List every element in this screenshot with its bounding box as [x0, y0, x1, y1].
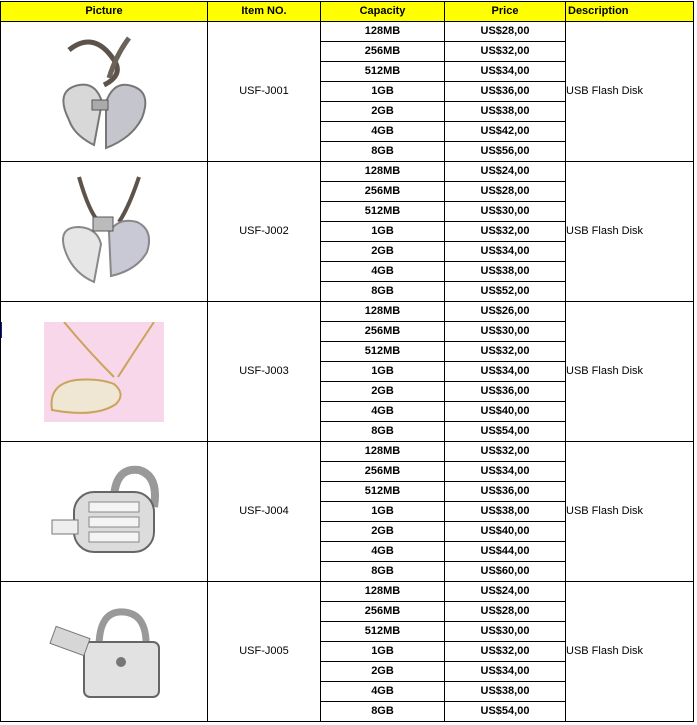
- item-number-cell[interactable]: USF-J005: [208, 582, 321, 722]
- capacity-cell[interactable]: 2GB: [321, 662, 445, 682]
- product-picture-cell[interactable]: [1, 442, 208, 582]
- capacity-cell[interactable]: 256MB: [321, 182, 445, 202]
- header-item-no[interactable]: Item NO.: [208, 2, 321, 22]
- product-picture-cell[interactable]: [1, 582, 208, 722]
- description-cell[interactable]: USB Flash Disk: [566, 302, 694, 442]
- capacity-cell[interactable]: 4GB: [321, 402, 445, 422]
- header-row: [1, 2, 694, 22]
- price-cell[interactable]: US$30,00: [445, 322, 566, 342]
- capacity-cell[interactable]: 4GB: [321, 122, 445, 142]
- table-row: [1, 582, 694, 602]
- price-cell[interactable]: US$38,00: [445, 502, 566, 522]
- price-cell[interactable]: US$32,00: [445, 342, 566, 362]
- heart-necklace-image: [44, 322, 164, 422]
- header-price[interactable]: Price: [445, 2, 566, 22]
- price-cell[interactable]: US$54,00: [445, 702, 566, 722]
- item-number-cell[interactable]: USF-J001: [208, 22, 321, 162]
- lock-usb-image: [44, 602, 164, 702]
- capacity-cell[interactable]: 128MB: [321, 162, 445, 182]
- capacity-cell[interactable]: 512MB: [321, 62, 445, 82]
- price-cell[interactable]: US$54,00: [445, 422, 566, 442]
- capacity-cell[interactable]: 1GB: [321, 222, 445, 242]
- capacity-cell[interactable]: 1GB: [321, 82, 445, 102]
- price-cell[interactable]: US$38,00: [445, 102, 566, 122]
- product-picture-cell[interactable]: [1, 302, 208, 442]
- item-number-cell[interactable]: USF-J002: [208, 162, 321, 302]
- price-table: [0, 1, 694, 722]
- capacity-cell[interactable]: 8GB: [321, 562, 445, 582]
- heart-pendant-image: [49, 172, 159, 292]
- capacity-cell[interactable]: 4GB: [321, 682, 445, 702]
- price-cell[interactable]: US$24,00: [445, 162, 566, 182]
- table-row: [1, 162, 694, 182]
- capacity-cell[interactable]: 1GB: [321, 502, 445, 522]
- table-row: [1, 442, 694, 462]
- capacity-cell[interactable]: 512MB: [321, 622, 445, 642]
- price-cell[interactable]: US$32,00: [445, 222, 566, 242]
- price-cell[interactable]: US$26,00: [445, 302, 566, 322]
- price-cell[interactable]: US$34,00: [445, 662, 566, 682]
- price-cell[interactable]: US$40,00: [445, 522, 566, 542]
- capacity-cell[interactable]: 256MB: [321, 322, 445, 342]
- capacity-cell[interactable]: 256MB: [321, 462, 445, 482]
- capacity-cell[interactable]: 256MB: [321, 42, 445, 62]
- price-cell[interactable]: US$34,00: [445, 362, 566, 382]
- header-description[interactable]: Description: [566, 2, 694, 22]
- capacity-cell[interactable]: 2GB: [321, 522, 445, 542]
- table-row: [1, 302, 694, 322]
- price-cell[interactable]: US$28,00: [445, 182, 566, 202]
- price-cell[interactable]: US$34,00: [445, 462, 566, 482]
- product-picture-cell[interactable]: [1, 22, 208, 162]
- price-cell[interactable]: US$56,00: [445, 142, 566, 162]
- capacity-cell[interactable]: 8GB: [321, 422, 445, 442]
- item-number-cell[interactable]: USF-J003: [208, 302, 321, 442]
- capacity-cell[interactable]: 2GB: [321, 382, 445, 402]
- description-cell[interactable]: USB Flash Disk: [566, 442, 694, 582]
- table-row: [1, 22, 694, 42]
- price-cell[interactable]: US$38,00: [445, 262, 566, 282]
- price-cell[interactable]: US$42,00: [445, 122, 566, 142]
- price-cell[interactable]: US$40,00: [445, 402, 566, 422]
- price-cell[interactable]: US$24,00: [445, 582, 566, 602]
- price-cell[interactable]: US$32,00: [445, 642, 566, 662]
- capacity-cell[interactable]: 4GB: [321, 262, 445, 282]
- capacity-cell[interactable]: 512MB: [321, 482, 445, 502]
- description-cell[interactable]: USB Flash Disk: [566, 582, 694, 722]
- price-cell[interactable]: US$52,00: [445, 282, 566, 302]
- capacity-cell[interactable]: 128MB: [321, 582, 445, 602]
- price-cell[interactable]: US$38,00: [445, 682, 566, 702]
- capacity-cell[interactable]: 8GB: [321, 702, 445, 722]
- capacity-cell[interactable]: 128MB: [321, 442, 445, 462]
- capacity-cell[interactable]: 1GB: [321, 642, 445, 662]
- capacity-cell[interactable]: 128MB: [321, 302, 445, 322]
- header-capacity[interactable]: Capacity: [321, 2, 445, 22]
- capacity-cell[interactable]: 1GB: [321, 362, 445, 382]
- capacity-cell[interactable]: 8GB: [321, 282, 445, 302]
- capacity-cell[interactable]: 512MB: [321, 202, 445, 222]
- capacity-cell[interactable]: 8GB: [321, 142, 445, 162]
- capacity-cell[interactable]: 2GB: [321, 102, 445, 122]
- price-cell[interactable]: US$28,00: [445, 602, 566, 622]
- price-cell[interactable]: US$44,00: [445, 542, 566, 562]
- capacity-cell[interactable]: 128MB: [321, 22, 445, 42]
- price-cell[interactable]: US$36,00: [445, 382, 566, 402]
- price-cell[interactable]: US$32,00: [445, 42, 566, 62]
- price-cell[interactable]: US$32,00: [445, 442, 566, 462]
- price-cell[interactable]: US$34,00: [445, 62, 566, 82]
- price-cell[interactable]: US$30,00: [445, 622, 566, 642]
- capacity-cell[interactable]: 512MB: [321, 342, 445, 362]
- description-cell[interactable]: USB Flash Disk: [566, 22, 694, 162]
- header-picture[interactable]: Picture: [1, 2, 208, 22]
- capacity-cell[interactable]: 2GB: [321, 242, 445, 262]
- item-number-cell[interactable]: USF-J004: [208, 442, 321, 582]
- description-cell[interactable]: USB Flash Disk: [566, 162, 694, 302]
- price-cell[interactable]: US$30,00: [445, 202, 566, 222]
- price-cell[interactable]: US$36,00: [445, 82, 566, 102]
- price-cell[interactable]: US$34,00: [445, 242, 566, 262]
- table-body: [1, 22, 694, 722]
- capacity-cell[interactable]: 4GB: [321, 542, 445, 562]
- product-picture-cell[interactable]: [1, 162, 208, 302]
- heart-pendant-image: [34, 30, 174, 154]
- price-cell[interactable]: US$36,00: [445, 482, 566, 502]
- price-cell[interactable]: US$28,00: [445, 22, 566, 42]
- padlock-usb-image: [44, 462, 164, 562]
- price-cell[interactable]: US$60,00: [445, 562, 566, 582]
- capacity-cell[interactable]: 256MB: [321, 602, 445, 622]
